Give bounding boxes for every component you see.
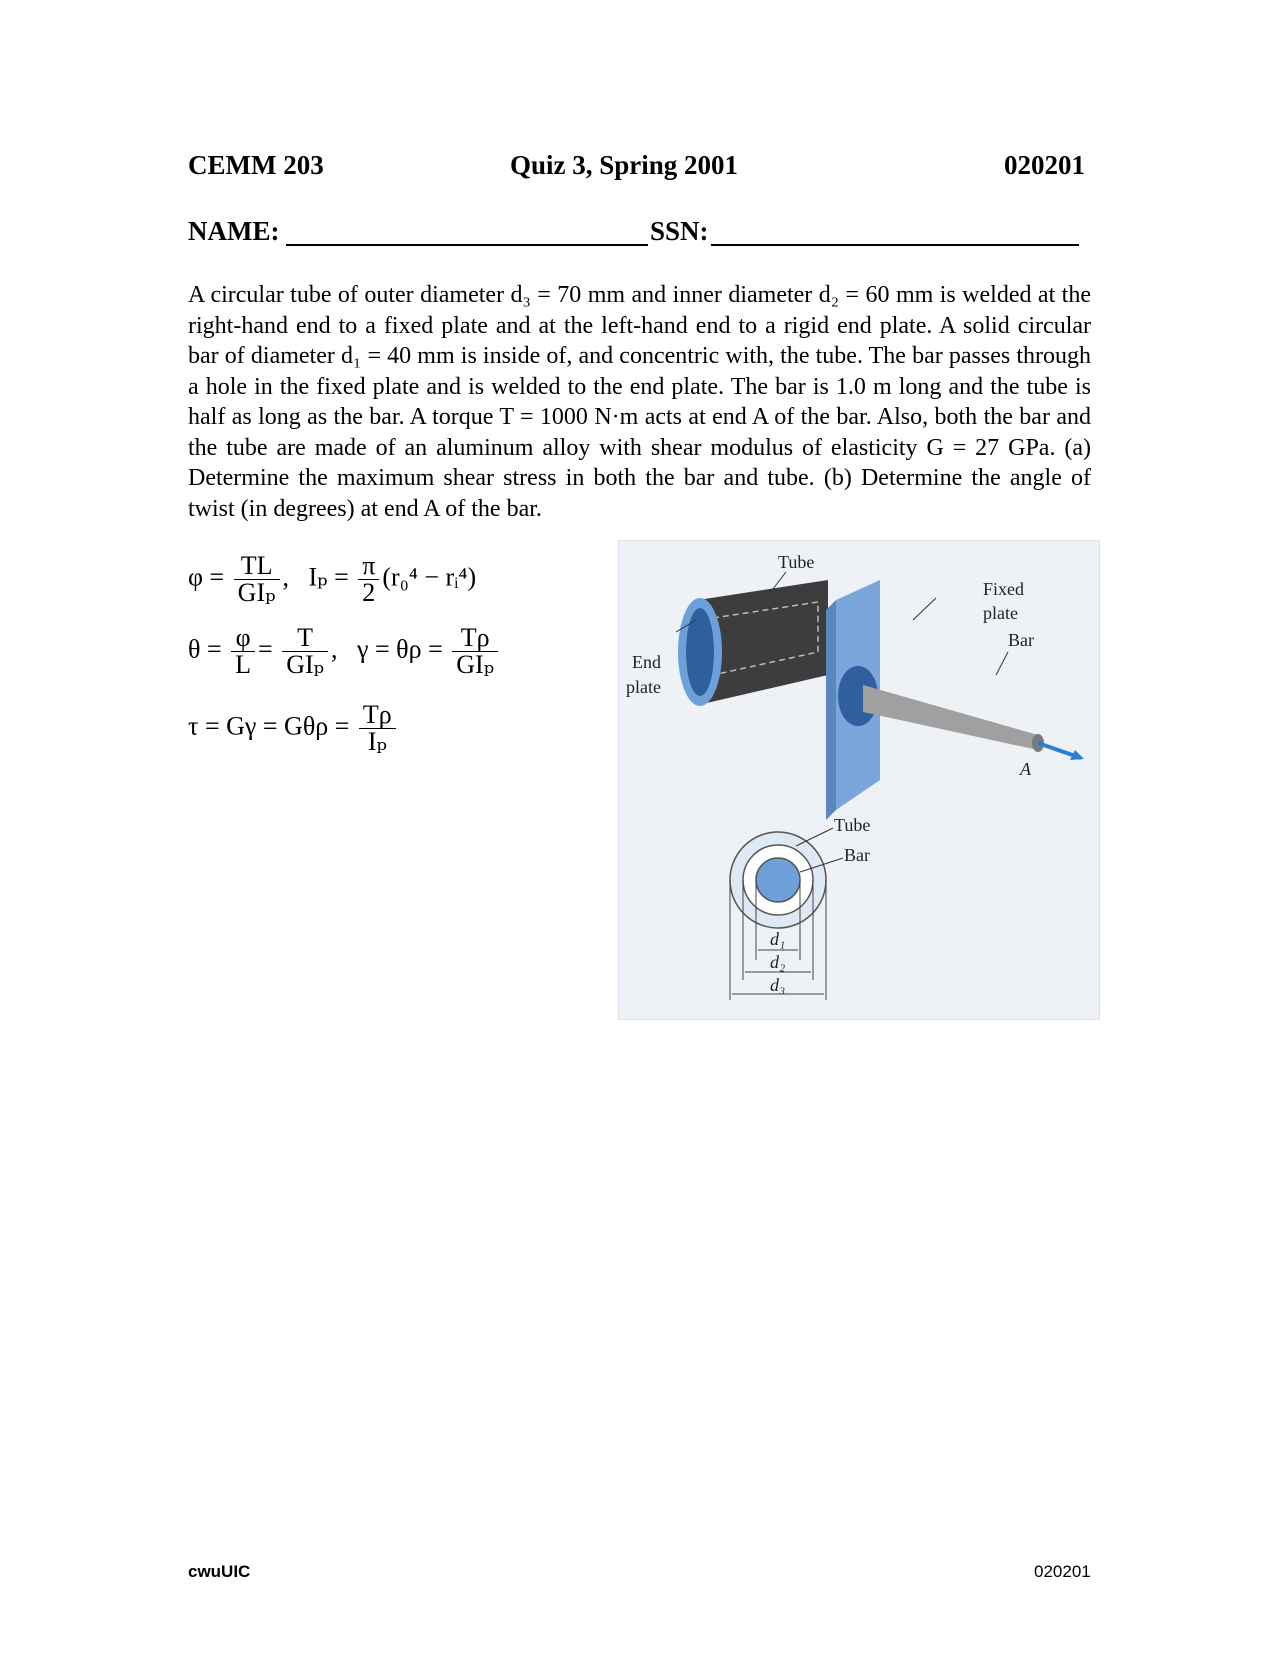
label-end-plate-2: plate bbox=[626, 677, 661, 697]
eq2-f1-denominator: L bbox=[235, 650, 252, 679]
name-label: NAME: bbox=[188, 216, 280, 246]
label-d2: d₂ bbox=[770, 952, 786, 972]
eq2-f1-numerator: φ bbox=[231, 625, 255, 652]
eq2-f2-numerator: T bbox=[282, 625, 328, 652]
eq2-strain-lhs: γ = θρ = bbox=[357, 634, 443, 664]
footer-right: 020201 bbox=[1034, 1562, 1091, 1581]
eq2-strain-numerator: Tρ bbox=[452, 625, 498, 652]
label-d3: d₃ bbox=[770, 975, 786, 995]
equation-angle-of-twist: φ = $\frac{TL}{\text{GIₚ}}$ , Iₚ = $\frac{\pi}{2}$ (r₀⁴ − rᵢ⁴) bbox=[188, 551, 477, 607]
label-end-a: A bbox=[1020, 759, 1031, 779]
eq2-lhs: θ = bbox=[188, 634, 222, 664]
eq1-polar-denominator: 2 bbox=[362, 578, 376, 607]
eq3-lhs: τ = Gγ = Gθρ = bbox=[188, 711, 350, 741]
label-d1: d₁ bbox=[770, 929, 786, 949]
eq1-polar-lhs: Iₚ = bbox=[308, 562, 349, 592]
eq2-f2-denominator: GIₚ bbox=[286, 650, 325, 679]
eq1-polar-rhs: (r₀⁴ − rᵢ⁴) bbox=[382, 562, 477, 592]
footer-brand: cwuUIC bbox=[188, 1562, 251, 1581]
eq1-lhs: φ = bbox=[188, 562, 225, 592]
equation-shear-stress bbox=[188, 702, 399, 755]
label-end-plate-1: End bbox=[632, 652, 661, 672]
ssn-field[interactable] bbox=[711, 244, 1079, 246]
label-section-tube: Tube bbox=[834, 815, 871, 835]
eq1-numerator: TL bbox=[234, 553, 280, 580]
label-fixed-plate-1: Fixed bbox=[983, 579, 1025, 599]
label-bar: Bar bbox=[1008, 630, 1034, 650]
header-code: 020201 bbox=[1004, 150, 1085, 180]
name-field[interactable] bbox=[286, 244, 648, 246]
footer-left bbox=[188, 1562, 250, 1582]
ssn-label: SSN: bbox=[650, 216, 709, 246]
eq3-numerator: Tρ bbox=[359, 702, 396, 729]
label-tube: Tube bbox=[778, 552, 815, 572]
eq1-polar-numerator: π bbox=[358, 553, 379, 580]
eq1-denominator: GIₚ bbox=[237, 578, 276, 607]
label-section-bar: Bar bbox=[844, 845, 870, 865]
problem-statement: A circular tube of outer diameter d₃ = 70 mm and inner diameter d₂ = 60 mm is welded at the right-hand end to a fixed plate and at the left-hand end to a rigid end plate. A solid circular bar of diameter d₁ = 40 mm is inside of, and concentric with, the tube. The bar passes through a hole in the fixed plate and is welded to the end plate. The bar is 1.0 m long and the tube is half as long as the bar. A torque T = 1000 N·m acts at end A of the bar. Also, both the bar and the tube are made of an aluminum alloy with shear modulus of elasticity G = 27 GPa. (a) Determine the maximum shear stress in both the bar and tube. (b) Determine the angle of twist (in degrees) at end A of the bar. bbox=[188, 282, 1091, 522]
section-bar bbox=[756, 858, 800, 902]
label-fixed-plate-2: plate bbox=[983, 603, 1018, 623]
course-code: CEMM 203 bbox=[188, 150, 324, 180]
eq2-strain-denominator: GIₚ bbox=[456, 650, 495, 679]
quiz-title: Quiz 3, Spring 2001 bbox=[510, 150, 739, 180]
eq3-denominator: Iₚ bbox=[367, 727, 387, 756]
equation-twist-rate: θ = $\frac{\varphi}{L}$ = $\frac{T}{\text{GIₚ}}$ , γ = θρ = $\frac{T\rho}{\text{GIₚ}}$ bbox=[188, 625, 501, 678]
tube-bar-figure bbox=[618, 540, 1100, 1020]
